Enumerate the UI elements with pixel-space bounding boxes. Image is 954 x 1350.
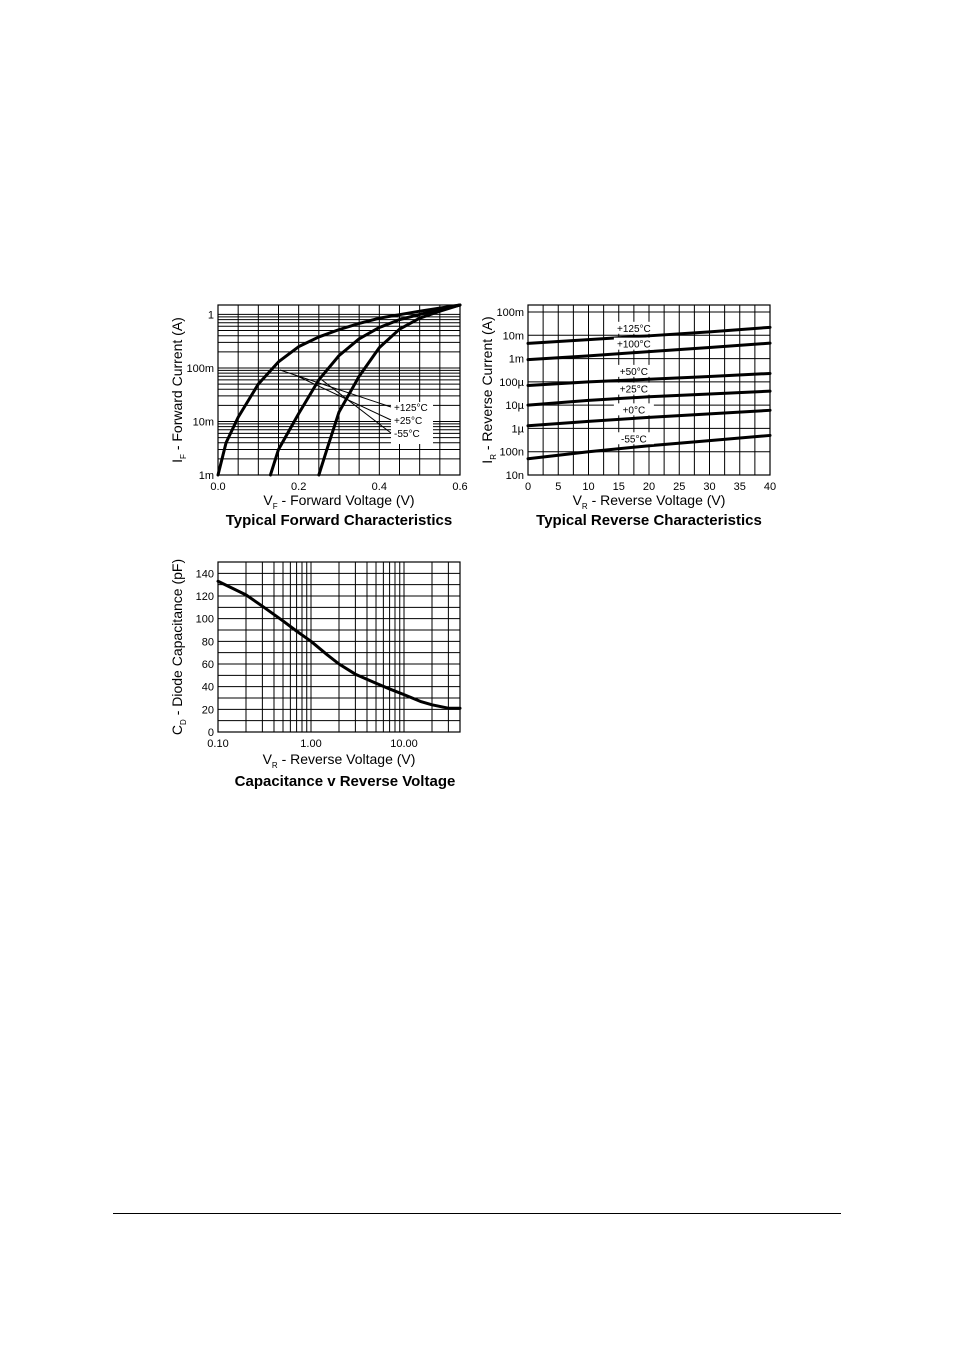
y-tick-label: 100 [195, 613, 214, 626]
chart-title: Typical Reverse Characteristics [536, 512, 762, 529]
series-label-0: +125°C [617, 323, 651, 335]
y-axis-label [169, 559, 188, 735]
footer-rule [113, 1213, 841, 1214]
y-tick-label: 100m [496, 307, 524, 320]
y-tick-label: 10µ [505, 400, 524, 413]
x-label-rest: - Forward Voltage (V) [277, 492, 415, 508]
y-tick-label: 80 [201, 636, 214, 649]
leader-line [322, 380, 391, 433]
series-label-5: -55°C [621, 434, 647, 446]
x-label-main: V [262, 751, 272, 767]
y-axis-label [169, 317, 188, 463]
y-tick-label: 10m [192, 416, 214, 429]
x-tick-label: 40 [763, 481, 777, 493]
y-label-main: I [479, 459, 495, 464]
x-tick-label: 1.00 [300, 738, 322, 750]
series-label-4: +0°C [622, 405, 646, 417]
y-tick-label: 120 [195, 591, 214, 603]
x-tick-label: 10 [582, 481, 595, 493]
y-tick-label: 0 [207, 727, 214, 739]
y-tick-label: 40 [201, 681, 214, 694]
x-label-sub: F [272, 502, 278, 511]
y-tick-label: 10n [505, 470, 524, 482]
y-tick-label: 100µ [499, 376, 524, 389]
x-label-sub: R [271, 761, 278, 770]
y-tick-label: 10m [502, 330, 524, 343]
x-tick-label: 35 [733, 481, 746, 493]
x-tick-label: 25 [673, 481, 686, 493]
x-tick-label: 20 [642, 481, 656, 493]
x-label-rest: - Reverse Voltage (V) [277, 751, 416, 767]
y-label-sub: R [489, 454, 498, 460]
x-tick-label: 0.10 [207, 738, 229, 750]
chart-capacitance [150, 548, 480, 798]
x-tick-label: 0.6 [452, 481, 468, 493]
x-tick-label: 30 [703, 481, 716, 493]
x-axis-label [263, 751, 416, 770]
y-label-sub: F [179, 454, 188, 459]
series-label-2: +50°C [619, 366, 648, 378]
chart-title: Typical Forward Characteristics [225, 512, 453, 529]
y-tick-label: 1µ [511, 423, 524, 436]
series-label-2: -55°C [394, 429, 420, 440]
y-tick-label: 60 [201, 659, 214, 671]
x-tick-label: 0.2 [291, 481, 307, 493]
x-label-sub: R [581, 502, 588, 511]
y-tick-label: 1m [508, 353, 524, 366]
x-tick-label: 0.0 [210, 481, 226, 493]
y-label-main: C [169, 724, 185, 736]
y-axis-label [479, 316, 498, 463]
x-tick-label: 0 [524, 481, 532, 493]
y-label-rest: - Diode Capacitance (pF) [169, 558, 185, 720]
x-label-main: V [572, 492, 582, 508]
series-label-0: +125°C [394, 403, 428, 414]
series-label-1: +25°C [394, 416, 423, 427]
y-tick-label: 1 [207, 309, 214, 322]
x-tick-label: 5 [555, 481, 562, 493]
y-label-rest: - Reverse Current (A) [479, 316, 495, 455]
y-tick-label: 140 [195, 568, 214, 581]
x-tick-label: 10.00 [390, 738, 418, 750]
chart-title: Capacitance v Reverse Voltage [234, 773, 456, 790]
y-tick-label: 1m [198, 470, 214, 482]
y-label-main: I [169, 458, 185, 463]
series-label-3: +25°C [619, 384, 648, 396]
series-label-1: +100°C [617, 339, 651, 351]
y-label-sub: D [179, 719, 188, 725]
y-tick-label: 20 [201, 704, 214, 717]
x-axis-label [573, 492, 726, 511]
chart-reverse [460, 290, 790, 535]
x-tick-label: 0.4 [371, 481, 387, 493]
x-axis-label [263, 492, 414, 511]
y-tick-label: 100m [186, 362, 214, 375]
x-label-main: V [263, 492, 273, 508]
x-label-rest: - Reverse Voltage (V) [587, 492, 726, 508]
chart-forward [150, 290, 480, 535]
x-tick-label: 15 [612, 481, 625, 493]
y-tick-label: 100n [499, 446, 524, 459]
y-label-rest: - Forward Current (A) [169, 317, 185, 455]
